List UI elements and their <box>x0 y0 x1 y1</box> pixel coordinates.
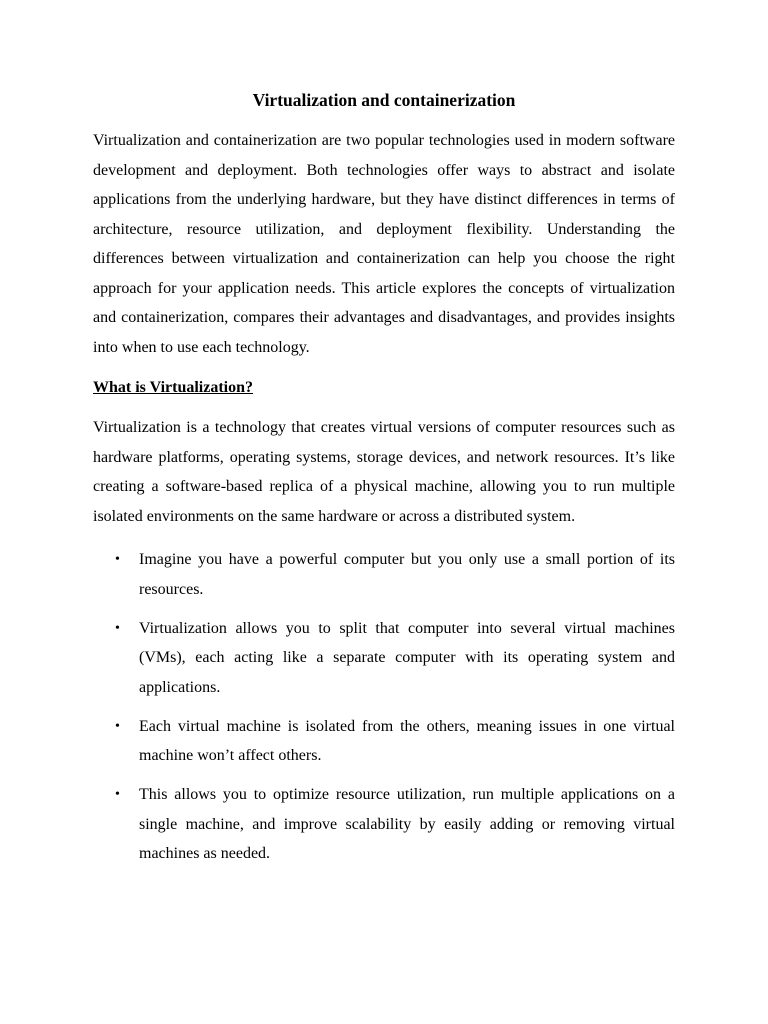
bullet-icon: • <box>115 787 120 802</box>
section-paragraph: Virtualization is a technology that creates virtual versions of computer resources such as hardware platforms, operating systems, storage devices, and network resources. It’s like creating a software-based replica of a physical machine, allowing you to run multiple isolated environments on the same hardware or across a distributed system. <box>93 419 675 525</box>
bullet-icon: • <box>115 620 120 636</box>
list-item <box>93 780 675 869</box>
list-item-text: Each virtual machine is isolated from the others, meaning issues in one virtual machine won’t affect others. <box>139 717 675 764</box>
list-item <box>93 545 675 604</box>
document-page <box>93 88 675 878</box>
document-title: Virtualization and containerization <box>252 90 516 110</box>
list-item-text: Virtualization allows you to split that computer into several virtual machines (VMs), each acting like a separate computer with its operating system and applications. <box>139 619 675 696</box>
bullet-icon: • <box>115 718 120 734</box>
bullet-icon: • <box>115 552 120 567</box>
list-item-text: Imagine you have a powerful computer but you only use a small portion of its resources. <box>139 551 675 598</box>
list-item <box>93 712 675 771</box>
intro-paragraph: Virtualization and containerization are two popular technologies used in modern software development and deployment. Both technologies offer ways to abstract and isolate applications from the underlying hardware, but they have distinct differences in terms of architecture, resource utilization, and deployment flexibility. Understanding the differences between virtualization and containerization can help you choose the right approach for your application needs. This article explores the concepts of virtualization and containerization, compares their advantages and disadvantages, and provides insights into when to use each technology. <box>93 132 675 356</box>
section-heading: What is Virtualization? <box>93 379 254 396</box>
bullet-list <box>93 545 675 869</box>
list-item-text: This allows you to optimize resource utilization, run multiple applications on a single machine, and improve scalability by easily adding or removing virtual machines as needed. <box>139 786 675 862</box>
list-item <box>93 614 675 703</box>
